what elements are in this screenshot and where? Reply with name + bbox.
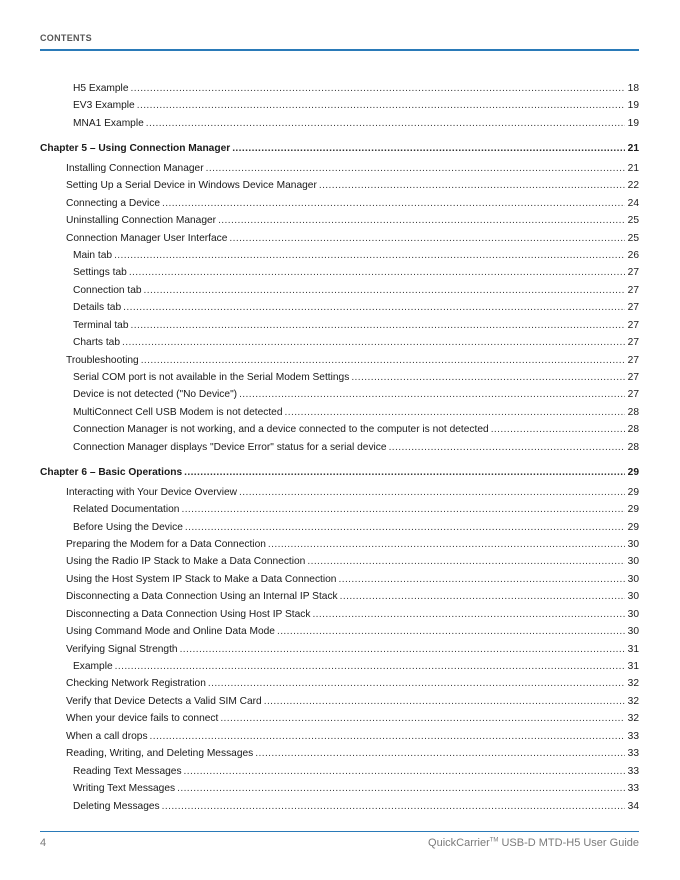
- toc-entry[interactable]: [40, 195, 639, 212]
- toc-entry-title: MNA1 Example: [73, 117, 144, 129]
- dot-leader: [338, 571, 625, 588]
- toc-entry-title: Disconnecting a Data Connection Using an Internal IP Stack: [66, 591, 338, 603]
- dot-leader: [264, 693, 625, 710]
- dot-leader: [277, 623, 625, 640]
- toc-entry[interactable]: [40, 553, 639, 570]
- dot-leader: [115, 658, 625, 675]
- toc-entry[interactable]: [40, 421, 639, 438]
- toc-entry-page: 34: [627, 800, 639, 812]
- toc-entry-page: 27: [627, 267, 639, 279]
- toc-entry-page: 25: [627, 215, 639, 227]
- toc-entry[interactable]: [40, 230, 639, 247]
- dot-leader: [351, 369, 625, 386]
- toc-entry-page: 30: [627, 556, 639, 568]
- toc-entry[interactable]: [40, 763, 639, 780]
- toc-entry-title: Using Command Mode and Online Data Mode: [66, 626, 275, 638]
- toc-entry-page: 30: [627, 573, 639, 585]
- dot-leader: [268, 536, 625, 553]
- page-number: 4: [40, 837, 47, 849]
- toc-entry[interactable]: [40, 606, 639, 623]
- dot-leader: [141, 352, 625, 369]
- toc-entry-page: 29: [627, 504, 639, 516]
- dot-leader: [220, 710, 625, 727]
- toc-entry[interactable]: [40, 519, 639, 536]
- toc-entry-page: 27: [627, 319, 639, 331]
- toc-entry-title: Connection Manager displays "Device Error" status for a serial device: [73, 441, 387, 453]
- toc-entry[interactable]: [40, 571, 639, 588]
- dot-leader: [131, 80, 626, 97]
- toc-entry-title: Details tab: [73, 302, 122, 314]
- toc-entry[interactable]: [40, 160, 639, 177]
- toc-entry[interactable]: [40, 282, 639, 299]
- toc-entry-page: 31: [627, 643, 639, 655]
- toc-entry[interactable]: [40, 588, 639, 605]
- toc-entry-page: 27: [627, 372, 639, 383]
- dot-leader: [184, 763, 625, 780]
- toc-entry-title: Connection Manager is not working, and a device connected to the computer is not detected: [73, 424, 489, 436]
- toc-entry-title: Setting Up a Serial Device in Windows Device Manager: [66, 180, 317, 192]
- toc-entry-title: EV3 Example: [73, 100, 135, 112]
- dot-leader: [255, 745, 625, 762]
- toc-entry-title: When your device fails to connect: [66, 713, 219, 725]
- dot-leader: [285, 404, 625, 421]
- dot-leader: [491, 421, 625, 438]
- toc-entry[interactable]: [40, 264, 639, 281]
- toc-entry-title: Interacting with Your Device Overview: [66, 486, 238, 498]
- toc-entry-title: Using the Host System IP Stack to Make a Data Connection: [66, 573, 337, 585]
- toc-entry-title: Checking Network Registration: [66, 678, 206, 690]
- dot-leader: [307, 553, 625, 570]
- toc-entry-title: Example: [73, 661, 113, 672]
- toc-chapter-entry[interactable]: [40, 136, 639, 159]
- toc-entry-page: 28: [627, 406, 639, 418]
- dot-leader: [181, 501, 625, 518]
- toc-entry[interactable]: [40, 484, 639, 501]
- toc-entry-title: Connecting a Device: [66, 197, 161, 209]
- table-of-contents: [40, 80, 639, 815]
- toc-entry-page: 32: [627, 713, 639, 725]
- toc-entry[interactable]: [40, 536, 639, 553]
- toc-entry[interactable]: [40, 798, 639, 815]
- toc-entry-page: 27: [627, 337, 639, 349]
- toc-entry-page: 29: [627, 486, 639, 498]
- dot-leader: [162, 195, 625, 212]
- toc-entry-page: 27: [627, 302, 639, 314]
- toc-entry-title: Reading, Writing, and Deleting Messages: [66, 748, 254, 760]
- toc-entry[interactable]: [40, 404, 639, 421]
- toc-entry[interactable]: [40, 352, 639, 369]
- dot-leader: [122, 334, 625, 351]
- toc-entry-page: 32: [627, 695, 639, 707]
- toc-entry[interactable]: [40, 780, 639, 797]
- toc-entry-page: 26: [627, 249, 639, 261]
- dot-leader: [137, 97, 625, 114]
- title-suffix: USB-D MTD-H5 User Guide: [498, 837, 639, 849]
- toc-entry-page: 31: [627, 661, 639, 672]
- toc-entry-title: Terminal tab: [73, 319, 129, 331]
- toc-entry[interactable]: [40, 212, 639, 229]
- toc-entry-page: 21: [627, 143, 639, 155]
- dot-leader: [319, 177, 625, 194]
- toc-entry-page: 33: [627, 730, 639, 742]
- toc-entry-page: 25: [627, 232, 639, 244]
- toc-entry-page: 27: [627, 354, 639, 366]
- dot-leader: [340, 588, 625, 605]
- dot-leader: [206, 160, 625, 177]
- dot-leader: [162, 798, 625, 815]
- toc-entry[interactable]: [40, 675, 639, 692]
- toc-entry-page: 29: [627, 521, 639, 533]
- toc-entry[interactable]: [40, 623, 639, 640]
- toc-entry[interactable]: [40, 369, 639, 386]
- toc-entry[interactable]: [40, 710, 639, 727]
- toc-entry-page: 27: [627, 284, 639, 296]
- toc-entry-title: Serial COM port is not available in the Serial Modem Settings: [73, 372, 350, 383]
- toc-entry[interactable]: [40, 80, 639, 97]
- toc-entry-page: 24: [627, 197, 639, 209]
- toc-entry-title: Settings tab: [73, 267, 127, 279]
- toc-entry[interactable]: [40, 641, 639, 658]
- toc-entry-title: Connection tab: [73, 284, 142, 296]
- toc-entry-page: 30: [627, 591, 639, 603]
- toc-entry-title: Troubleshooting: [66, 354, 139, 366]
- toc-entry[interactable]: [40, 177, 639, 194]
- dot-leader: [123, 299, 625, 316]
- toc-entry[interactable]: [40, 97, 639, 114]
- toc-entry-title: Chapter 6 – Basic Operations: [40, 467, 183, 479]
- toc-entry-page: 33: [627, 748, 639, 760]
- toc-entry[interactable]: [40, 693, 639, 710]
- toc-entry[interactable]: [40, 247, 639, 264]
- toc-entry-title: Verifying Signal Strength: [66, 643, 178, 655]
- toc-chapter-entry[interactable]: [40, 460, 639, 483]
- toc-entry-title: Main tab: [73, 249, 113, 261]
- toc-entry-title: Verify that Device Detects a Valid SIM Card: [66, 695, 262, 707]
- toc-entry-page: 30: [627, 626, 639, 638]
- toc-entry-title: Using the Radio IP Stack to Make a Data Connection: [66, 556, 306, 568]
- toc-entry-page: 30: [627, 608, 639, 620]
- header-divider: [40, 49, 639, 51]
- toc-entry-page: 29: [627, 467, 639, 479]
- document-title: [428, 837, 639, 849]
- toc-entry-title: Charts tab: [73, 337, 120, 349]
- toc-entry[interactable]: [40, 728, 639, 745]
- toc-entry-title: Before Using the Device: [73, 521, 183, 533]
- toc-entry-page: 33: [627, 765, 639, 777]
- toc-entry[interactable]: [40, 439, 639, 456]
- toc-entry-page: 32: [627, 678, 639, 690]
- toc-entry[interactable]: [40, 745, 639, 762]
- toc-entry-page: 28: [627, 441, 639, 453]
- toc-entry[interactable]: [40, 501, 639, 518]
- toc-entry[interactable]: [40, 299, 639, 316]
- dot-leader: [389, 439, 625, 456]
- toc-entry-title: Device is not detected ("No Device"): [73, 389, 238, 401]
- toc-entry-title: Installing Connection Manager: [66, 162, 204, 174]
- trademark-mark: TM: [489, 837, 499, 844]
- toc-entry-page: 19: [627, 117, 639, 129]
- dot-leader: [185, 519, 625, 536]
- toc-entry-page: 19: [627, 100, 639, 112]
- toc-entry-page: 22: [627, 180, 639, 192]
- toc-entry-page: 28: [627, 424, 639, 436]
- dot-leader: [131, 317, 626, 334]
- running-header: CONTENTS: [40, 33, 92, 43]
- dot-leader: [312, 606, 625, 623]
- toc-entry-title: Disconnecting a Data Connection Using Host IP Stack: [66, 608, 311, 620]
- toc-entry[interactable]: [40, 317, 639, 334]
- dot-leader: [239, 386, 625, 403]
- dot-leader: [180, 641, 625, 658]
- dot-leader: [150, 728, 625, 745]
- toc-entry-title: H5 Example: [73, 83, 129, 94]
- toc-entry[interactable]: [40, 658, 639, 675]
- toc-entry-page: 18: [627, 83, 639, 94]
- dot-leader: [144, 282, 625, 299]
- footer-divider: [40, 831, 639, 832]
- toc-entry-title: MultiConnect Cell USB Modem is not detected: [73, 406, 283, 418]
- toc-entry-title: Uninstalling Connection Manager: [66, 215, 217, 227]
- dot-leader: [229, 230, 625, 247]
- dot-leader: [184, 462, 625, 483]
- dot-leader: [239, 484, 625, 501]
- toc-entry[interactable]: [40, 386, 639, 403]
- toc-entry-title: Reading Text Messages: [73, 765, 182, 777]
- title-prefix: QuickCarrier: [428, 837, 490, 849]
- toc-entry-page: 33: [627, 783, 639, 795]
- toc-entry-page: 30: [627, 538, 639, 550]
- toc-entry-page: 21: [627, 162, 639, 174]
- toc-entry-title: Connection Manager User Interface: [66, 232, 228, 244]
- toc-entry-title: Deleting Messages: [73, 800, 160, 812]
- toc-entry-title: Preparing the Modem for a Data Connection: [66, 538, 266, 550]
- toc-entry-page: 27: [627, 389, 639, 401]
- toc-entry[interactable]: [40, 115, 639, 132]
- dot-leader: [177, 780, 625, 797]
- dot-leader: [129, 264, 625, 281]
- dot-leader: [146, 115, 625, 132]
- toc-entry-title: When a call drops: [66, 730, 148, 742]
- toc-entry-title: Writing Text Messages: [73, 783, 176, 795]
- dot-leader: [114, 247, 625, 264]
- dot-leader: [218, 212, 625, 229]
- dot-leader: [208, 675, 625, 692]
- dot-leader: [232, 138, 625, 159]
- toc-entry-title: Chapter 5 – Using Connection Manager: [40, 143, 231, 155]
- toc-entry-title: Related Documentation: [73, 504, 180, 516]
- toc-entry[interactable]: [40, 334, 639, 351]
